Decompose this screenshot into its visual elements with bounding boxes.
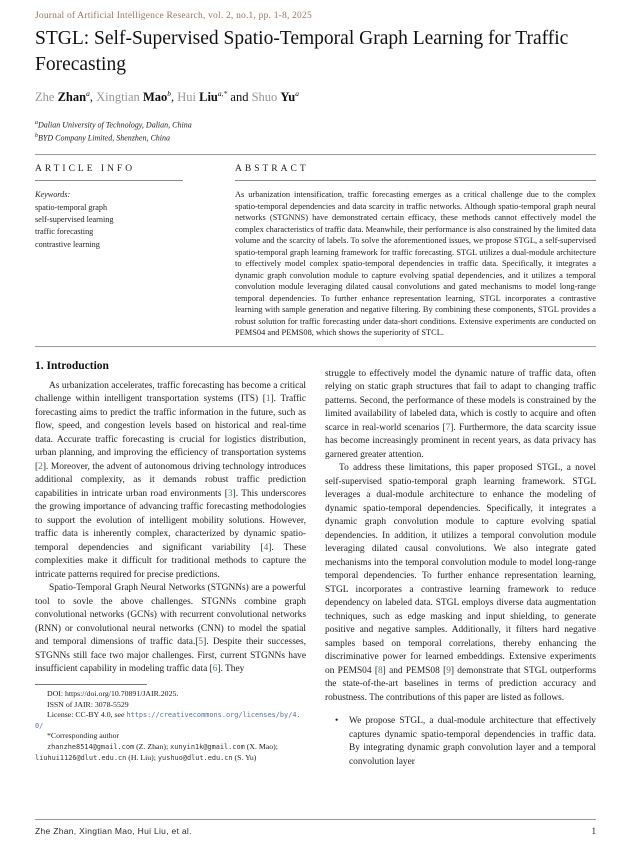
affiliation-text: BYD Company Limited, Shenzhen, China [38, 133, 170, 143]
author [177, 90, 251, 104]
author-family-name: Liu [199, 90, 218, 105]
page-title: STGL: Self-Supervised Spatio-Temporal Graph Learning for Traffic Forecasting [35, 28, 569, 75]
footnote-doi: DOI: https://doi.org/10.70891/JAIR.2025. [47, 688, 179, 698]
author-given-name: Xingtian [96, 90, 140, 105]
author-byline [35, 89, 596, 105]
footnote-license-prefix: License: CC-BY 4.0, see [47, 710, 127, 720]
affiliation-line [35, 118, 596, 131]
author-given-name: Hui [177, 90, 196, 105]
footnote-rule [35, 684, 147, 685]
author-affiliation-mark: a [295, 89, 299, 98]
body-paragraph: As urbanization accelerates, traffic forecasting has become a critical challenge within intelligent transportation systems (ITS) [1]. Traffic forecasting aims to predict the traffic information in the future, such as flow, speed, and congestion levels based on historical and real-time data. Accurate traffic forecasting is crucial for logistics distribution, urban planning, and improving the efficiency of transportation systems [2]. Moreover, the advent of autonomous driving technology introduces additional complexity, as it demands robust traffic prediction capabilities in intricate urban road environments [3]. This underscores the growing importance of advancing traffic forecasting methodologies to support the evolution of intelligent mobility solutions. However, traffic data is inherently complex, characterized by dynamic spatio-temporal dependencies and significant variability [4]. These complexities make it difficult for traditional methods to capture the intricate patterns required for precise predictions. [35, 380, 306, 580]
author-given-name: Shuo [251, 90, 278, 105]
article-info-heading: ARTICLE INFO [35, 164, 136, 175]
keywords-block [35, 189, 183, 250]
affiliation-line [35, 131, 596, 144]
license-link[interactable]: https://creativecommons.org/licenses/by/4.0/ [35, 711, 301, 730]
footnote-license [35, 710, 306, 731]
article-info-column [35, 155, 183, 339]
footnote-block [35, 684, 306, 763]
body-paragraph: Spatio-Temporal Graph Neural Networks (STGNNs) are a powerful tool to sovle the above challenges. STGNNs combine graph convolutional networks (GCNs) with recurrent convolutional networks (RNN) or convolutional neural networks (CNN) to model the spatial and temporal dimensions of traffic data.[5]. Despite their successes, STGNNs still face two major challenges. First, current STGNNs have insufficient capability in modeling traffic data [6]. They [35, 583, 306, 675]
column-spacer [325, 347, 596, 368]
info-abstract-block [35, 155, 596, 339]
keyword-item: self-supervised learning [35, 215, 114, 225]
page-footer [35, 819, 596, 836]
author-given-name: Zhe [35, 90, 55, 105]
contribution-item: • We propose STGL, a dual-module architecture that effectively captures dynamic spatio-temporal dependencies in traffic data. By integrating dynamic graph convolution layer and a temporal convolution layer [325, 715, 596, 769]
author-separator: and [227, 90, 252, 105]
keyword-item: traffic forecasting [35, 227, 94, 237]
author [96, 90, 177, 104]
footnote-corresponding-author: *Corresponding author [47, 731, 120, 741]
left-column [35, 347, 306, 770]
right-column [325, 347, 596, 770]
author-separator: , [89, 90, 97, 105]
email-link[interactable]: yushuo@dlut.edu.cn [157, 753, 233, 762]
author-family-name: Yu [280, 90, 296, 105]
abstract-rule [235, 180, 596, 181]
abstract-column [235, 155, 596, 339]
author-family-name: Zhan [57, 90, 87, 105]
footer-row [35, 820, 596, 836]
email-link[interactable]: xunyin1k@gmail.com [170, 742, 245, 751]
affiliation-mark: a [35, 120, 38, 127]
author [252, 90, 299, 104]
author-affiliation-mark: a [86, 89, 90, 98]
email-owner: (S. Yu) [232, 752, 257, 762]
author-affiliation-mark: a,* [217, 89, 228, 98]
author [35, 90, 96, 104]
email-owner: (H. Liu); [126, 752, 158, 762]
journal-header-line: Journal of Artificial Intelligence Research, vol. 2, no.1, pp. 1-8, 2025 [35, 11, 312, 21]
affiliations [35, 118, 596, 144]
email-link[interactable]: zhanzhe8514@gmail.com [47, 742, 135, 751]
email-owner: (Z. Zhan); [134, 741, 171, 751]
keyword-item: contrastive learning [35, 239, 100, 249]
footer-page-number: 1 [591, 826, 596, 836]
footnote-issn: ISSN of JAIR: 3078-5529 [47, 699, 129, 709]
affiliation-text: Dalian University of Technology, Dalian, China [38, 120, 192, 130]
email-owner: (X. Mao); [244, 741, 278, 751]
body-paragraph: struggle to effectively model the dynamic nature of traffic data, often relying on static graph structures that fail to adapt to changing traffic patterns. Second, the performance of these models is constrained by the limited availability of labeled data, which is costly to acquire and often scarce in real-world scenarios [7]. Furthermore, the data scarcity issue has become increasingly prominent in recent years, as data privacy has garnered greater attention. [325, 368, 596, 460]
footer-running-authors: Zhe Zhan, Xingtian Mao, Hui Liu, et al. [35, 826, 192, 836]
email-link[interactable]: liuhui1126@dlut.edu.cn [35, 753, 127, 762]
abstract-heading: ABSTRACT [235, 164, 309, 175]
author-family-name: Mao [142, 90, 168, 105]
keywords-label: Keywords: [35, 190, 71, 200]
author-affiliation-mark: b [167, 89, 171, 98]
body-paragraph: To address these limitations, this paper proposed STGL, a novel self-supervised spatio-temporal graph learning framework. STGL leverages a dual-module architecture to enhance the modeling of dynamic spatio-temporal dependencies. Specifically, it integrates a dynamic graph convolution module to capture evolving spatial dependencies. In addition, it utilizes a temporal convolution module leveraging dilated causal convolutions. We also integrate gated mechanisms into the temporal convolution module to model long-range temporal dependencies. To further enhance representation learning, STGL incorporates a contrastive learning framework to reduce dependency on labeled data. STGL employs diverse data augmentation techniques, such as edge masking and input shielding, to generate positive and negative samples. Additionally, it filters hard negative samples based on temporal correlations, thereby enhancing the discriminative power for learned embeddings. Extensive experiments on PEMS04 [8] and PEMS08 [9] demonstrate that STGL outperforms the state-of-the-art baselines in terms of prediction accuracy and robustness. The contributions of this paper are listed as follows. [325, 463, 596, 703]
author-separator: , [171, 90, 178, 105]
article-info-rule [35, 180, 183, 181]
affiliation-mark: b [35, 133, 38, 140]
keyword-item: spatio-temporal graph [35, 202, 108, 212]
section-heading-introduction: 1. Introduction [35, 359, 109, 372]
two-column-body [35, 347, 596, 770]
abstract-text: As urbanization intensification, traffic forecasting emerges as a critical challenge due to the complex spatio-temporal dependencies and data scarcity in traffic networks. Although spatio-temporal graph neural networks (STGNNS) have demonstrated certain efficacy, these methods cannot effectively model the complex characteristics of traffic data. Meanwhile, their performance is also constrained by the limited data volume and the scarcity of labels. To solve the aforementioned issues, we propose STGL, a self-supervised spatio-temporal graph learning framework for traffic forecasting. STGL utilizes a dual-module architecture to effectively model complex spatio-temporal dependencies in traffic data. Specifically, it integrates a dynamic graph convolution module to capture evolving spatial dependencies, and it utilizes a temporal convolution module leveraging dilated causal convolutions and gated mechanisms to model long-range temporal dependencies. To further enhance representation learning, STGL incorporates a contrastive learning with sample generation and negative filtering. By combining these components, STGL provides a robust solution for traffic forecasting under data-short conditions. Extensive experiments are conducted on PEMS04 and PEMS08, which shows the superiority of STCL. [235, 190, 596, 338]
contributions-list [325, 715, 596, 769]
footnote-emails [35, 742, 306, 763]
